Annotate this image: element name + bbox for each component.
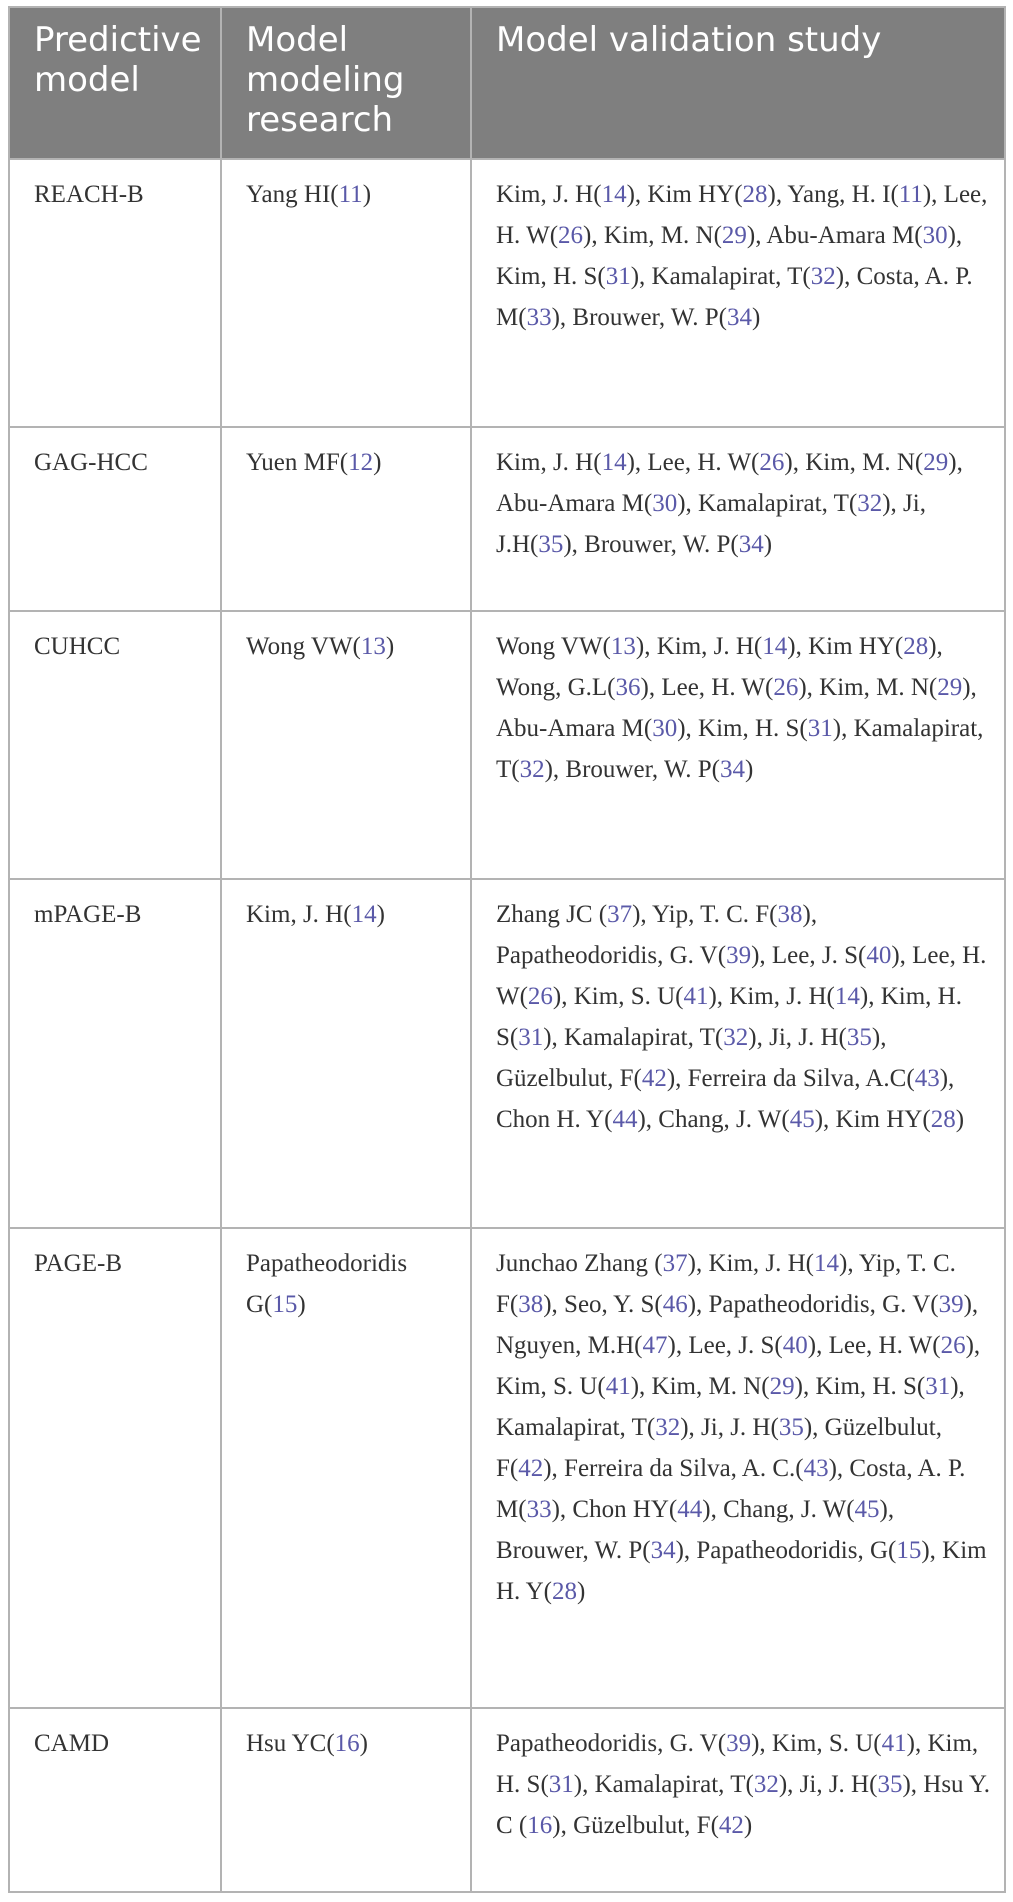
citation-text: ), Costa, A. P. M(: [496, 263, 973, 331]
citation-link[interactable]: 14: [601, 449, 627, 477]
citation-link[interactable]: 30: [652, 715, 678, 743]
citation-link[interactable]: 46: [662, 1291, 688, 1319]
citation-text: Yang HI(: [246, 181, 339, 208]
citation-text: ), Kim, H. S(: [496, 1729, 979, 1798]
citation-text: ), Kamalapirat, T(: [543, 1024, 724, 1052]
citation-text: ), Yip, T. C. F(: [632, 901, 778, 929]
citation-link[interactable]: 40: [782, 1332, 808, 1360]
citation-link[interactable]: 33: [526, 1496, 552, 1524]
header-model-modeling-research: Model modeling research: [221, 7, 471, 159]
citation-link[interactable]: 32: [753, 1770, 779, 1798]
citation-link[interactable]: 31: [605, 263, 631, 290]
citation-link[interactable]: 37: [607, 901, 633, 929]
citation-text: ), Kim HY(: [814, 1106, 931, 1134]
citation-text: ): [577, 1578, 586, 1606]
citation-link[interactable]: 28: [552, 1578, 578, 1606]
citation-link[interactable]: 14: [762, 633, 788, 661]
citation-text: ), Ji, J.H(: [496, 490, 926, 559]
citation-link[interactable]: 30: [922, 222, 948, 249]
citation-text: ), Nguyen, M.H(: [496, 1291, 979, 1360]
citation-link[interactable]: 32: [810, 263, 836, 290]
citation-link[interactable]: 29: [923, 449, 949, 477]
citation-text: ), Wong, G.L(: [496, 633, 943, 702]
header-predictive-model: Predictive model: [9, 7, 221, 159]
citation-text: ), Kim, S. U(: [751, 1729, 882, 1757]
citation-link[interactable]: 29: [721, 222, 747, 249]
citation-text: ), Lee, H. W(: [640, 674, 774, 702]
citation-text: ), Kim HY(: [626, 181, 743, 208]
citation-link[interactable]: 28: [930, 1106, 956, 1134]
cell-model-modeling-research: [221, 611, 471, 879]
citation-text: Kim, J. H(: [246, 901, 352, 929]
citation-text: ), Kim, H. S(: [496, 222, 963, 290]
citation-text: ): [362, 181, 372, 208]
citation-text: ), Papatheodoridis, G. V(: [687, 1291, 939, 1319]
citation-link[interactable]: 15: [896, 1537, 922, 1565]
citation-link[interactable]: 35: [846, 1024, 872, 1052]
citation-link[interactable]: 26: [773, 674, 799, 702]
citation-text: ), Kim H. Y(: [496, 1537, 987, 1606]
citation-text: ), Brouwer, W. P(: [563, 531, 739, 559]
citation-text: ), Chang, J. W(: [702, 1496, 855, 1524]
citation-link[interactable]: 32: [655, 1414, 681, 1442]
citation-link[interactable]: 15: [272, 1291, 298, 1319]
citation-text: ), Lee, H. W(: [496, 181, 988, 249]
citation-link[interactable]: 43: [914, 1065, 940, 1093]
citation-link[interactable]: 44: [677, 1496, 703, 1524]
citation-link[interactable]: 38: [777, 901, 803, 929]
citation-link[interactable]: 29: [937, 674, 963, 702]
citation-link[interactable]: 31: [807, 715, 833, 743]
citation-text: ), Kim, S. U(: [552, 983, 684, 1011]
citation-link[interactable]: 40: [866, 942, 892, 970]
citation-link[interactable]: 47: [642, 1332, 668, 1360]
citation-text: ), Lee, H. W(: [626, 449, 760, 477]
citation-text: ), Costa, A. P. M(: [496, 1455, 966, 1524]
citation-text: ), Kim, H. S(: [496, 983, 962, 1052]
citation-link[interactable]: 12: [348, 449, 374, 477]
citation-link[interactable]: 28: [742, 181, 768, 208]
data-table: [8, 6, 1006, 1893]
citation-link[interactable]: 32: [723, 1024, 749, 1052]
citation-text: ), Brouwer, W. P(: [551, 304, 727, 331]
citation-text: ), Kim HY(: [787, 633, 904, 661]
citation-link[interactable]: 42: [641, 1065, 667, 1093]
citation-link[interactable]: 38: [518, 1291, 544, 1319]
citation-text: ), Papatheodoridis, G. V(: [496, 901, 818, 970]
citation-text: ), Kim, J. H(: [687, 1250, 815, 1278]
citation-text: ), Ferreira da Silva, A. C.(: [543, 1455, 804, 1483]
citation-link[interactable]: 14: [601, 181, 627, 208]
citation-text: ), Kim, J. H(: [635, 633, 763, 661]
citation-text: ), Güzelbulut, F(: [496, 1414, 942, 1483]
citation-text: ): [743, 1811, 753, 1839]
table-row: [9, 159, 1005, 427]
citation-text: ), Kim, M. N(: [784, 449, 924, 477]
citation-link[interactable]: 29: [769, 1373, 795, 1401]
cell-predictive-model: CAMD: [9, 1708, 221, 1892]
citation-link[interactable]: 14: [351, 901, 377, 929]
citation-link[interactable]: 35: [538, 531, 564, 559]
citation-link[interactable]: 32: [519, 756, 545, 784]
citation-link[interactable]: 33: [526, 304, 552, 331]
citation-text: ): [373, 449, 382, 477]
table-row: [9, 879, 1005, 1228]
citation-text: ), Ferreira da Silva, A.C(: [666, 1065, 915, 1093]
citation-link[interactable]: 39: [938, 1291, 964, 1319]
cell-predictive-model: mPAGE-B: [9, 879, 221, 1228]
citation-text: Hsu YC(: [246, 1729, 335, 1757]
citation-text: ), Chang, J. W(: [637, 1106, 790, 1134]
citation-link[interactable]: 35: [877, 1770, 903, 1798]
cell-model-validation-study: [471, 159, 1005, 427]
cell-predictive-model: REACH-B: [9, 159, 221, 427]
citation-link[interactable]: 37: [662, 1250, 688, 1278]
citation-link[interactable]: 45: [789, 1106, 815, 1134]
cell-model-modeling-research: [221, 1228, 471, 1708]
citation-text: ): [955, 1106, 965, 1134]
header-row: [9, 7, 1005, 159]
citation-text: Zhang JC (: [496, 901, 608, 929]
citation-text: ), Kamalapirat, T(: [496, 1373, 965, 1442]
citation-text: ), Güzelbulut, F(: [496, 1024, 887, 1093]
table-row: [9, 427, 1005, 611]
citation-link[interactable]: 42: [718, 1811, 744, 1839]
citation-link[interactable]: 41: [683, 983, 709, 1011]
citation-text: Kim, J. H(: [496, 449, 602, 477]
citation-text: ), Kim, H. S(: [677, 715, 808, 743]
citation-text: Wong VW(: [496, 633, 611, 661]
citation-link[interactable]: 41: [605, 1373, 631, 1401]
citation-link[interactable]: 41: [881, 1729, 907, 1757]
citation-link[interactable]: 44: [612, 1106, 638, 1134]
citation-text: ), Kim, M. N(: [798, 674, 938, 702]
citation-text: Papatheodoridis, G. V(: [496, 1729, 727, 1757]
citation-text: ), Kim, S. U(: [496, 1332, 981, 1401]
citation-text: ): [745, 756, 754, 784]
citation-link[interactable]: 16: [527, 1811, 553, 1839]
citation-link[interactable]: 26: [558, 222, 584, 249]
citation-text: Kim, J. H(: [496, 181, 602, 208]
citation-text: ), Brouwer, W. P(: [544, 756, 720, 784]
citation-link[interactable]: 26: [940, 1332, 966, 1360]
citation-link[interactable]: 28: [903, 633, 929, 661]
citation-link[interactable]: 11: [898, 181, 923, 208]
citation-text: ), Abu-Amara M(: [496, 674, 977, 743]
citation-text: ), Kim, M. N(: [630, 1373, 770, 1401]
citation-text: ), Chon HY(: [551, 1496, 678, 1524]
citation-text: ), Ji, J. H(: [748, 1024, 847, 1052]
cell-model-validation-study: [471, 1708, 1005, 1892]
citation-text: ), Kamalapirat, T(: [496, 715, 984, 784]
citation-text: ), Brouwer, W. P(: [496, 1496, 895, 1565]
cell-model-validation-study: [471, 1228, 1005, 1708]
cell-model-validation-study: [471, 611, 1005, 879]
citation-link[interactable]: 13: [360, 633, 386, 661]
citation-text: Yuen MF(: [246, 449, 349, 477]
citation-text: ): [751, 304, 761, 331]
citation-link[interactable]: 45: [854, 1496, 880, 1524]
citation-link[interactable]: 31: [518, 1024, 544, 1052]
cell-predictive-model: GAG-HCC: [9, 427, 221, 611]
citation-text: ), Lee, H. W(: [807, 1332, 941, 1360]
citation-link[interactable]: 34: [720, 756, 745, 784]
citation-link[interactable]: 26: [759, 449, 785, 477]
citation-text: ), Güzelbulut, F(: [552, 1811, 719, 1839]
citation-link[interactable]: 14: [834, 983, 860, 1011]
citation-link[interactable]: 36: [615, 674, 641, 702]
citation-text: Papatheodoridis G(: [246, 1250, 408, 1319]
citation-text: ), Kim, H. S(: [794, 1373, 926, 1401]
citation-text: ), Kim, J. H(: [708, 983, 835, 1011]
citation-link[interactable]: 32: [857, 490, 883, 518]
cell-predictive-model: CUHCC: [9, 611, 221, 879]
citation-text: ), Lee, J. S(: [667, 1332, 783, 1360]
citation-link[interactable]: 39: [726, 1729, 752, 1757]
citation-text: ), Papatheodoridis, G(: [675, 1537, 897, 1565]
cell-predictive-model: PAGE-B: [9, 1228, 221, 1708]
citation-link[interactable]: 35: [778, 1414, 804, 1442]
citation-text: ), Kamalapirat, T(: [677, 490, 858, 518]
citation-link[interactable]: 42: [518, 1455, 544, 1483]
cell-model-modeling-research: [221, 427, 471, 611]
citation-text: ), Abu-Amara M(: [746, 222, 923, 249]
citation-text: ), Ji, J. H(: [778, 1770, 878, 1798]
citation-link[interactable]: 30: [652, 490, 678, 518]
citation-link[interactable]: 43: [803, 1455, 829, 1483]
citation-link[interactable]: 26: [527, 983, 553, 1011]
cell-model-validation-study: [471, 427, 1005, 611]
citation-text: Wong VW(: [246, 633, 361, 661]
citation-text: ): [385, 633, 395, 661]
table-row: [9, 1228, 1005, 1708]
citation-link[interactable]: 16: [334, 1729, 360, 1757]
cell-model-modeling-research: [221, 159, 471, 427]
citation-text: ), Chon H. Y(: [496, 1065, 955, 1134]
citation-link[interactable]: 31: [548, 1770, 574, 1798]
citation-link[interactable]: 31: [925, 1373, 951, 1401]
citation-link[interactable]: 11: [338, 181, 363, 208]
citation-text: ), Abu-Amara M(: [496, 449, 963, 518]
citation-text: ), Lee, H. W(: [496, 942, 987, 1011]
cell-model-modeling-research: [221, 879, 471, 1228]
citation-text: ), Hsu Y. C (: [496, 1770, 990, 1839]
citation-text: ): [763, 531, 773, 559]
citation-text: ), Yip, T. C. F(: [496, 1250, 956, 1319]
citation-text: ), Yang, H. I(: [767, 181, 899, 208]
citation-link[interactable]: 34: [650, 1537, 676, 1565]
table-row: [9, 1708, 1005, 1892]
citation-link[interactable]: 14: [814, 1250, 840, 1278]
citation-text: ), Kamalapirat, T(: [630, 263, 811, 290]
citation-link[interactable]: 34: [726, 304, 752, 331]
citation-text: ), Ji, J. H(: [680, 1414, 779, 1442]
citation-text: Junchao Zhang (: [496, 1250, 663, 1278]
citation-link[interactable]: 39: [726, 942, 752, 970]
citation-text: ), Lee, J. S(: [751, 942, 867, 970]
header-model-validation-study: Model validation study: [471, 7, 1005, 159]
citation-text: ), Kim, M. N(: [583, 222, 722, 249]
cell-model-modeling-research: [221, 1708, 471, 1892]
citation-text: ): [359, 1729, 368, 1757]
citation-text: ): [297, 1291, 306, 1319]
table-row: [9, 611, 1005, 879]
cell-model-validation-study: [471, 879, 1005, 1228]
citation-link[interactable]: 13: [610, 633, 636, 661]
citation-text: ): [376, 901, 385, 929]
citation-text: ), Seo, Y. S(: [543, 1291, 663, 1319]
citation-link[interactable]: 34: [738, 531, 764, 559]
citation-text: ), Kamalapirat, T(: [573, 1770, 754, 1798]
